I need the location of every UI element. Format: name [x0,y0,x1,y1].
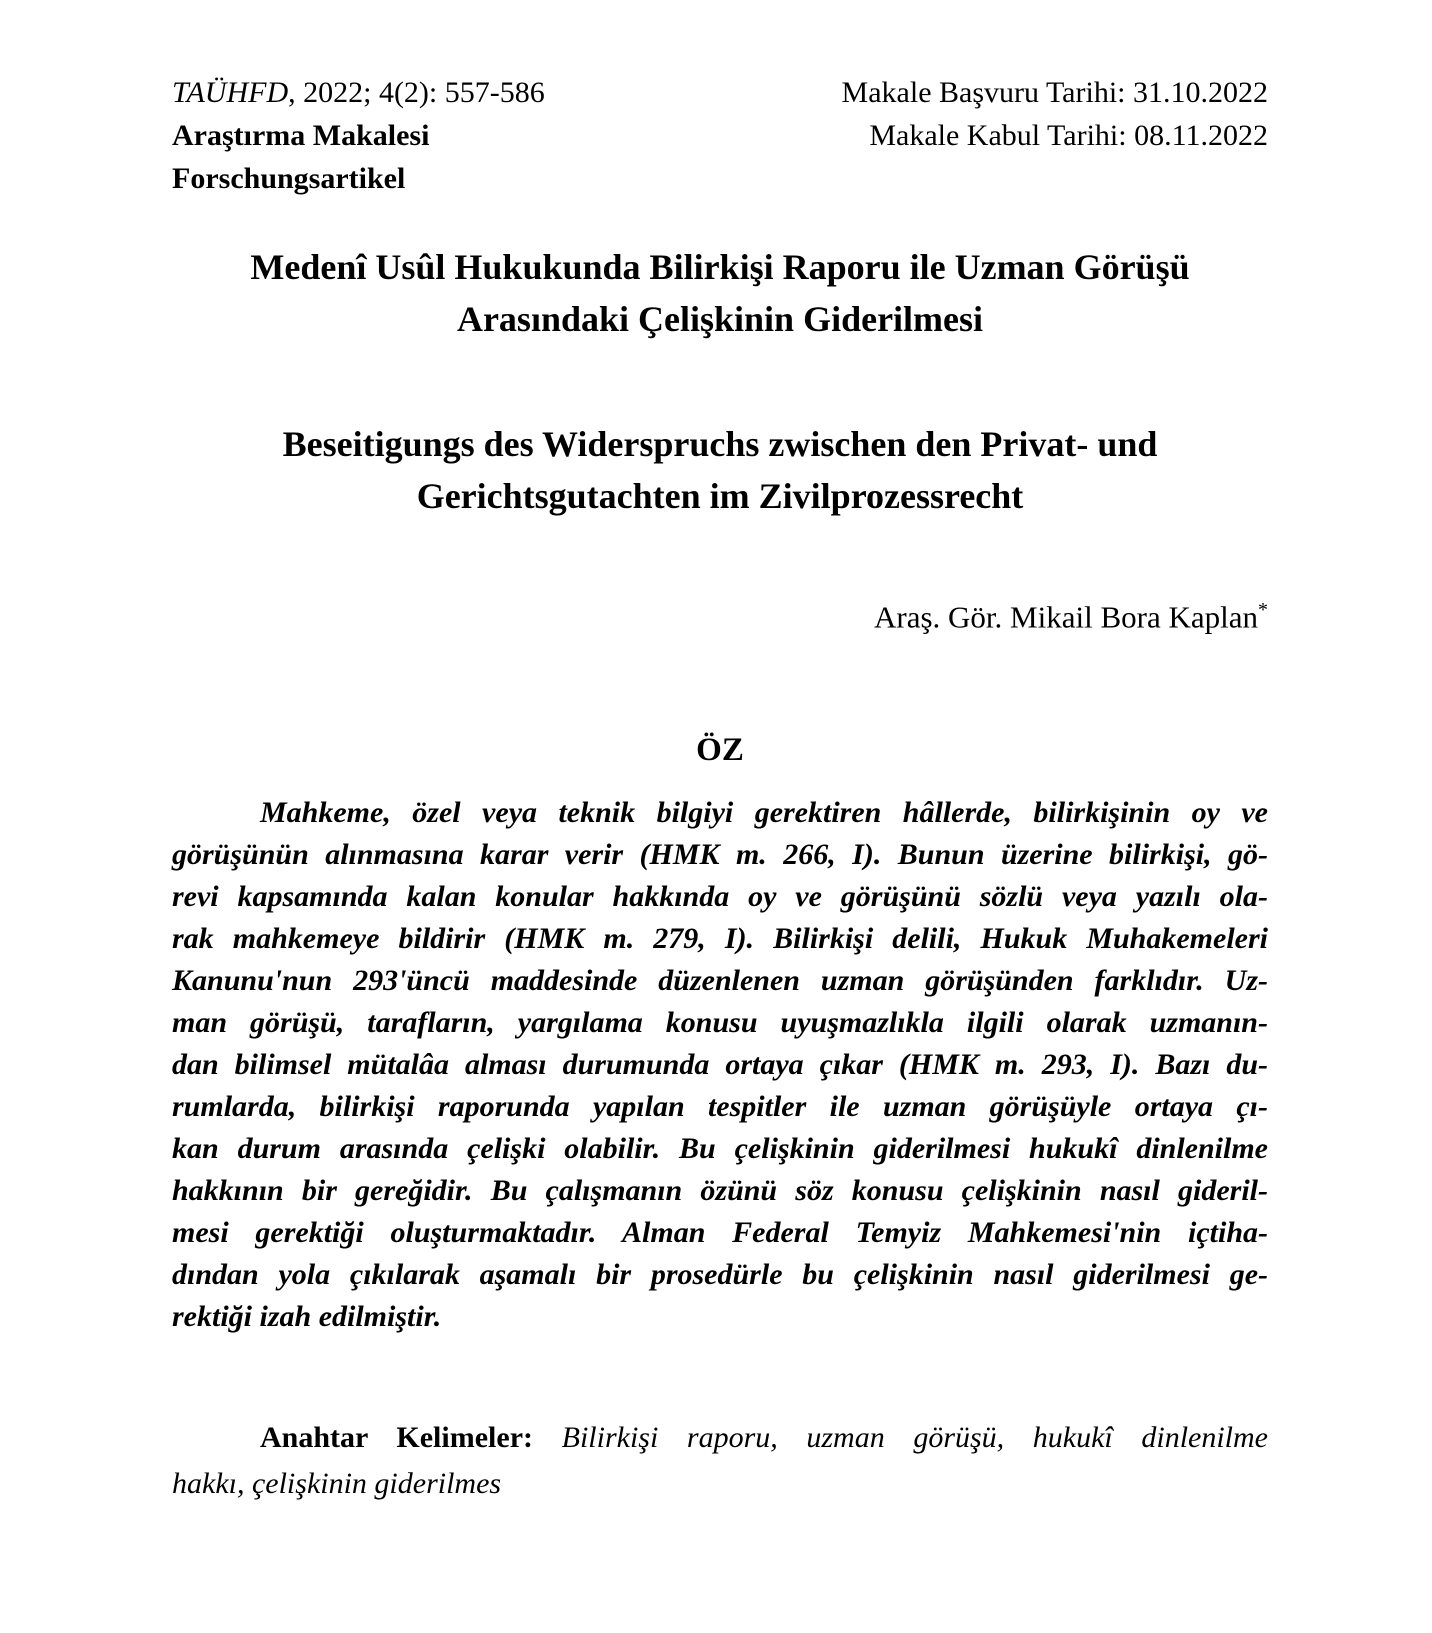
abstract-heading: ÖZ [696,732,744,769]
abstract-line: rak mahkemeye bildirir (HMK m. 279, I). Bilirkişi delili, Hukuk Muhakemeleri [172,922,1268,956]
journal-citation-line [172,71,545,114]
abstract-line: görüşünün alınmasına karar verir (HMK m. 266, I). Bunun üzerine bilirkişi, gö- [172,838,1268,872]
journal-citation-rest: , 2022; 4(2): 557-586 [288,76,545,109]
journal-abbreviation: TAÜHFD [172,76,289,109]
abstract-line: Kanunu'nun 293'üncü maddesinde düzenlenen uzman görüşünden farklıdır. Uz- [172,964,1268,998]
abstract-line: dından yola çıkılarak aşamalı bir prosedürle bu çelişkinin nasıl giderilmesi ge- [172,1258,1268,1292]
title-turkish [172,241,1268,345]
title-turkish-line-2: Arasındaki Çelişkinin Giderilmesi [456,299,984,339]
abstract-line: dan bilimsel mütalâa alması durumunda ortaya çıkar (HMK m. 293, I). Bazı du- [172,1048,1268,1082]
title-german [172,418,1268,522]
abstract-line: mesi gerektiği oluşturmaktadır. Alman Federal Temyiz Mahkemesi'nin içtiha- [172,1216,1268,1250]
abstract-line: Mahkeme, özel veya teknik bilgiyi gerektiren hâllerde, bilirkişinin oy ve [260,796,1268,830]
title-german-line-2: Gerichtsgutachten im Zivilprozessrecht [416,476,1024,516]
title-german-line-1: Beseitigungs des Widerspruchs zwischen den Privat- und [282,424,1158,464]
document-header [172,71,1268,200]
title-turkish-line-1: Medenî Usûl Hukukunda Bilirkişi Raporu ile Uzman Görüşü [250,247,1190,287]
abstract-line: revi kapsamında kalan konular hakkında oy ve görüşünü sözlü veya yazılı ola- [172,880,1268,914]
abstract-line: kan durum arasında çelişki olabilir. Bu çelişkinin giderilmesi hukukî dinlenilme [172,1132,1268,1166]
keywords-label: Anahtar Kelimeler: [260,1421,533,1455]
abstract-line: man görüşü, tarafların, yargılama konusu uyuşmazlıkla ilgili olarak uzmanın- [172,1006,1268,1040]
keywords-line-2: hakkı, çelişkinin giderilmes [172,1467,502,1501]
article-type-turkish: Araştırma Makalesi [172,119,430,152]
article-type-german: Forschungsartikel [172,162,406,195]
submission-date: Makale Başvuru Tarihi: 31.10.2022 [841,76,1268,109]
header-left-block [172,71,545,200]
abstract-text [172,792,1268,1338]
keywords-values-part-1: Bilirkişi raporu, uzman görüşü, hukukî dinlenilme [561,1421,1268,1455]
abstract-line: rumlarda, bilirkişi raporunda yapılan tespitler ile uzman görüşüyle ortaya çı- [172,1090,1268,1124]
acceptance-date: Makale Kabul Tarihi: 08.11.2022 [869,119,1268,152]
abstract-line: hakkının bir gereğidir. Bu çalışmanın özünü söz konusu çelişkinin nasıl gideril- [172,1174,1268,1208]
abstract-line: rektiği izah edilmiştir. [172,1300,442,1334]
keywords-line-1 [172,1415,1268,1461]
keywords-block [172,1415,1268,1507]
header-right-block [842,71,1268,157]
author-line [172,589,1268,638]
author-footnote-marker: * [1258,599,1268,621]
author-name: Araş. Gör. Mikail Bora Kaplan [874,599,1258,635]
